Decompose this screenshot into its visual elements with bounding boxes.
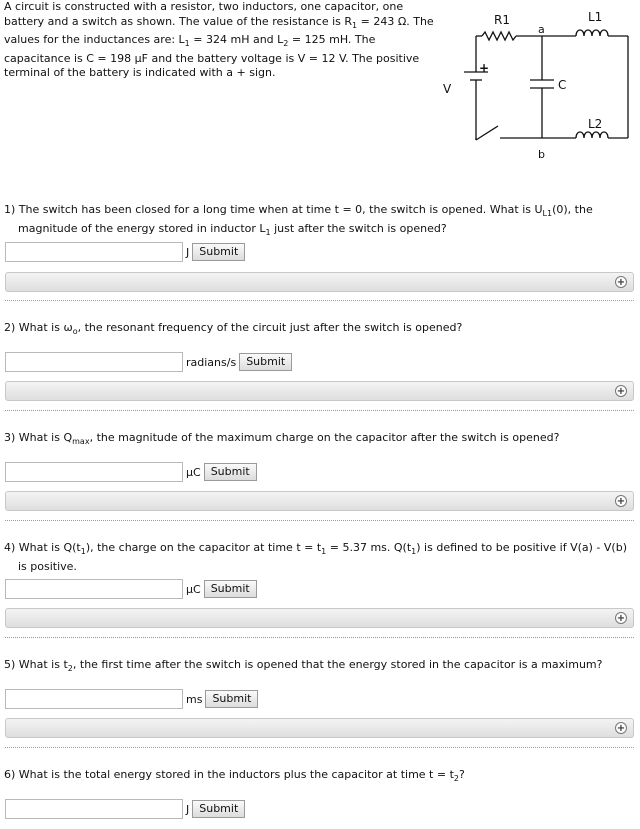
question-2 bbox=[4, 320, 634, 339]
question-5-text: 5) What is $t_2$, the first time after the switch is opened that the energy stored in the capacitor is a maximum? bbox=[4, 658, 603, 674]
answer-input-3[interactable] bbox=[5, 462, 183, 482]
label-a: a bbox=[538, 23, 545, 36]
unit-1: J bbox=[186, 245, 190, 259]
plus-circle-icon[interactable]: + bbox=[616, 496, 626, 507]
problem-intro bbox=[4, 0, 434, 81]
question-3-text: 3) What is $Q_{max}$, the magnitude of the maximum charge on the capacitor after the switch is opened? bbox=[4, 431, 560, 447]
label-c: C bbox=[558, 78, 567, 92]
resistor-r1 bbox=[482, 32, 516, 40]
answer-row-1 bbox=[5, 241, 245, 263]
answer-input-2[interactable] bbox=[5, 352, 183, 372]
question-4 bbox=[4, 540, 634, 574]
answer-input-1[interactable] bbox=[5, 242, 183, 262]
question-2-text: 2) What is $\omega_o$, the resonant frequency of the circuit just after the switch is opened? bbox=[4, 321, 463, 337]
question-1-text: 1) The switch has been closed for a long time when at time t = 0, the switch is opened. What is $U_{L1}(0)$, the magnitude of the energy stored in inductor $L_1$ just after the switch is opened? bbox=[4, 203, 593, 238]
answer-input-6[interactable] bbox=[5, 799, 183, 819]
separator bbox=[5, 747, 634, 748]
answer-row-4 bbox=[5, 578, 257, 600]
submit-button-4[interactable]: Submit bbox=[204, 580, 257, 598]
circuit-diagram bbox=[436, 6, 636, 164]
hint-bar-3[interactable] bbox=[5, 491, 634, 511]
plus-circle-icon[interactable]: + bbox=[616, 277, 626, 288]
separator bbox=[5, 410, 634, 411]
answer-row-2 bbox=[5, 351, 292, 373]
unit-2: radians/s bbox=[186, 355, 237, 369]
submit-button-2[interactable]: Submit bbox=[239, 353, 292, 371]
question-6-text: 6) What is the total energy stored in the inductors plus the capacitor at time $t = t_2$? bbox=[4, 768, 465, 784]
question-4-text: 4) What is $Q(t_1)$, the charge on the capacitor at time $t = t_1 = 5.37$ ms. $Q(t_1)$ is defined to be positive if V(a) - V(b) is positive. bbox=[4, 541, 627, 574]
label-v: V bbox=[443, 82, 452, 96]
label-l1: L1 bbox=[588, 10, 603, 24]
inductor-l2 bbox=[576, 132, 608, 138]
submit-button-5[interactable]: Submit bbox=[205, 690, 258, 708]
label-b: b bbox=[538, 148, 545, 161]
unit-4: μC bbox=[186, 582, 201, 596]
label-plus: + bbox=[479, 61, 490, 75]
hint-bar-5[interactable] bbox=[5, 718, 634, 738]
intro-text: A circuit is constructed with a resistor, two inductors, one capacitor, one battery and a switch as shown. The value of the resistance is $R_1 = 243$ Ω. The values for the inductances are: $L_1 = 324$ mH and $L_2 = 125$ mH. The capacitance is C = 198 μF and the battery voltage is V = 12 V. The positive terminal of the battery is indicated with a + sign. bbox=[4, 0, 434, 80]
answer-input-5[interactable] bbox=[5, 689, 183, 709]
inductor-l1 bbox=[576, 30, 608, 36]
switch bbox=[476, 126, 498, 140]
question-5 bbox=[4, 657, 634, 676]
hint-bar-1[interactable] bbox=[5, 272, 634, 292]
label-l2: L2 bbox=[588, 117, 603, 131]
plus-circle-icon[interactable]: + bbox=[616, 723, 626, 734]
separator bbox=[5, 520, 634, 521]
plus-circle-icon[interactable]: + bbox=[616, 613, 626, 624]
separator bbox=[5, 300, 634, 301]
submit-button-3[interactable]: Submit bbox=[204, 463, 257, 481]
unit-6: J bbox=[186, 802, 190, 816]
question-3 bbox=[4, 430, 634, 449]
answer-row-5 bbox=[5, 688, 258, 710]
answer-row-3 bbox=[5, 461, 257, 483]
answer-input-4[interactable] bbox=[5, 579, 183, 599]
unit-3: μC bbox=[186, 465, 201, 479]
label-r1: R1 bbox=[494, 13, 510, 27]
plus-circle-icon[interactable]: + bbox=[616, 386, 626, 397]
answer-row-6 bbox=[5, 798, 245, 820]
submit-button-1[interactable]: Submit bbox=[192, 243, 245, 261]
submit-button-6[interactable]: Submit bbox=[192, 800, 245, 818]
hint-bar-2[interactable] bbox=[5, 381, 634, 401]
hint-bar-4[interactable] bbox=[5, 608, 634, 628]
question-6 bbox=[4, 767, 634, 786]
unit-5: ms bbox=[186, 692, 203, 706]
separator bbox=[5, 637, 634, 638]
question-1 bbox=[4, 202, 634, 240]
